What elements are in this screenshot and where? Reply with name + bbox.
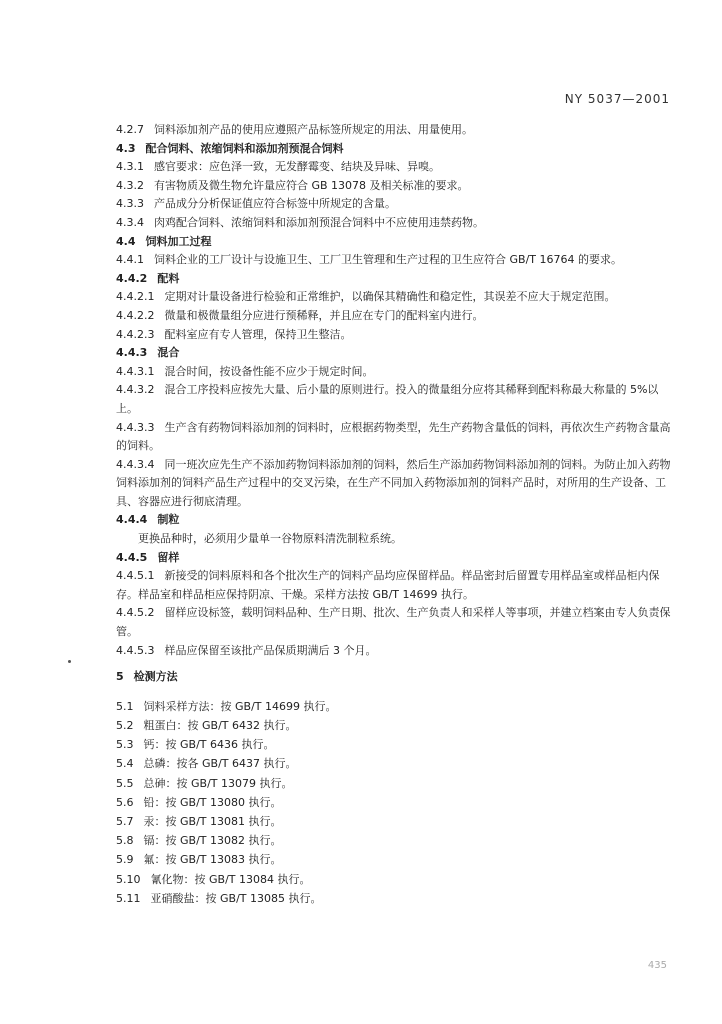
clause-line xyxy=(116,456,672,512)
method-text: 汞：按 GB/T 13081 执行。 xyxy=(143,815,282,829)
method-text: 氟：按 GB/T 13083 执行。 xyxy=(143,853,282,867)
clause-text: 样品应保留至该批产品保质期满后 3 个月。 xyxy=(164,643,377,657)
method-item xyxy=(116,697,672,716)
standard-code-header: NY 5037—2001 xyxy=(564,92,670,106)
method-number: 5.9 xyxy=(116,853,134,867)
method-number: 5.7 xyxy=(116,815,134,829)
clause-number: 4.4.5.2 xyxy=(116,606,155,620)
method-text: 镉：按 GB/T 13082 执行。 xyxy=(143,834,282,848)
clause-text: 有害物质及微生物允许量应符合 GB 13078 及相关标准的要求。 xyxy=(154,178,469,192)
clause-line xyxy=(116,177,672,196)
method-number: 5.8 xyxy=(116,834,134,848)
method-text: 钙：按 GB/T 6436 执行。 xyxy=(143,738,275,752)
clause-heading xyxy=(116,344,672,363)
clause-number: 4.2.7 xyxy=(116,123,144,136)
clause-line xyxy=(116,381,672,418)
clause-number: 4.4.4 xyxy=(116,513,148,527)
clause-line xyxy=(116,288,672,307)
method-item xyxy=(116,870,672,889)
method-number: 5.5 xyxy=(116,776,134,790)
clause-number: 4.4.5 xyxy=(116,550,148,564)
method-number: 5.10 xyxy=(116,872,141,886)
method-text: 亚硝酸盐：按 GB/T 13085 执行。 xyxy=(150,891,322,905)
clause-number: 4.4.2.3 xyxy=(116,327,155,341)
clause-number: 4.3.4 xyxy=(116,215,144,229)
clause-text: 混合 xyxy=(157,346,180,360)
clause-text: 饲料加工过程 xyxy=(145,234,212,248)
clause-number: 4.3 xyxy=(116,141,136,155)
clause-number: 4.4.2.2 xyxy=(116,308,155,322)
method-item xyxy=(116,754,672,773)
margin-mark xyxy=(68,660,71,663)
document-body xyxy=(116,121,672,908)
clause-line xyxy=(116,326,672,345)
clause-number: 4.4.3.4 xyxy=(116,457,155,471)
clause-text: 感官要求：应色泽一致，无发酵霉变、结块及异味、异嗅。 xyxy=(154,160,440,174)
clause-text: 新接受的饲料原料和各个批次生产的饲料产品均应保留样品。样品密封后留置专用样品室或样品柜内保存。样品室和样品柜应保持阴凉、干燥。采样方法按 GB/T 14699 执行。 xyxy=(116,569,660,601)
clause-number: 4.4.3.2 xyxy=(116,383,155,397)
method-text: 饲料采样方法：按 GB/T 14699 执行。 xyxy=(143,699,337,713)
clause-number: 4.4.1 xyxy=(116,253,144,267)
clause-line xyxy=(116,158,672,177)
method-text: 总磷：按各 GB/T 6437 执行。 xyxy=(143,757,297,771)
clause-line xyxy=(116,419,672,456)
method-text: 氰化物：按 GB/T 13084 执行。 xyxy=(150,872,311,886)
section-5-number: 5 xyxy=(116,670,124,684)
section-5 xyxy=(116,668,672,908)
clause-text: 饲料添加剂产品的使用应遵照产品标签所规定的用法、用量使用。 xyxy=(154,123,473,136)
method-number: 5.1 xyxy=(116,699,134,713)
method-number: 5.2 xyxy=(116,719,134,733)
page-number: 435 xyxy=(647,960,667,971)
clause-heading xyxy=(116,511,672,530)
method-text: 粗蛋白：按 GB/T 6432 执行。 xyxy=(143,719,297,733)
clause-line xyxy=(116,195,672,214)
clause-number: 4.3.1 xyxy=(116,160,144,174)
clause-line xyxy=(116,530,672,549)
clause-text: 生产含有药物饲料添加剂的饲料时，应根据药物类型，先生产药物含量低的饲料，再依次生产药物含量高的饲料。 xyxy=(116,420,671,453)
clause-text: 留样应设标签，载明饲料品种、生产日期、批次、生产负责人和采样人等事项，并建立档案由专人负责保管。 xyxy=(116,606,671,639)
method-item xyxy=(116,889,672,908)
clause-number: 4.4.3 xyxy=(116,346,148,360)
clause-text: 混合工序投料应按先大量、后小量的原则进行。投入的微量组分应将其稀释到配料称最大称量的 5%以上。 xyxy=(116,383,659,415)
clause-text: 定期对计量设备进行检验和正常维护，以确保其精确性和稳定性，其误差不应大于规定范围。 xyxy=(164,290,616,304)
method-text: 总砷：按 GB/T 13079 执行。 xyxy=(143,776,293,790)
clause-text: 饲料企业的工厂设计与设施卫生、工厂卫生管理和生产过程的卫生应符合 GB/T 16764 的要求。 xyxy=(154,253,622,267)
method-number: 5.4 xyxy=(116,757,134,771)
clause-text: 产品成分分析保证值应符合标签中所规定的含量。 xyxy=(154,197,396,211)
clause-line xyxy=(116,121,672,140)
clause-text: 配料 xyxy=(157,271,180,285)
method-item xyxy=(116,793,672,812)
clause-line xyxy=(116,251,672,270)
method-item xyxy=(116,850,672,869)
method-text: 铅：按 GB/T 13080 执行。 xyxy=(143,795,282,809)
clause-line xyxy=(116,214,672,233)
clause-text: 留样 xyxy=(157,550,180,564)
clause-number: 4.4.3.1 xyxy=(116,364,155,378)
clause-line xyxy=(116,363,672,382)
clause-heading xyxy=(116,140,672,159)
clause-heading xyxy=(116,233,672,252)
clause-text: 配料室应有专人管理，保持卫生整洁。 xyxy=(164,327,352,341)
clause-text: 配合饲料、浓缩饲料和添加剂预混合饲料 xyxy=(145,141,344,155)
method-item xyxy=(116,812,672,831)
clause-number: 4.3.2 xyxy=(116,178,144,192)
clause-text: 制粒 xyxy=(157,513,180,527)
clause-line xyxy=(116,642,672,661)
clause-heading xyxy=(116,549,672,568)
method-number: 5.6 xyxy=(116,795,134,809)
clause-text: 更换品种时，必须用少量单一谷物原料清洗制粒系统。 xyxy=(138,532,402,546)
clause-line xyxy=(116,604,672,641)
clause-number: 4.4.2.1 xyxy=(116,290,155,304)
clause-heading xyxy=(116,270,672,289)
section-5-title: 检测方法 xyxy=(133,670,178,684)
clause-number: 4.4.5.3 xyxy=(116,643,155,657)
method-number: 5.3 xyxy=(116,738,134,752)
clause-list xyxy=(116,121,672,660)
method-list xyxy=(116,697,672,908)
clause-line xyxy=(116,307,672,326)
clause-text: 肉鸡配合饲料、浓缩饲料和添加剂预混合饲料中不应使用违禁药物。 xyxy=(154,215,484,229)
clause-text: 微量和极微量组分应进行预稀释，并且应在专门的配料室内进行。 xyxy=(164,308,484,322)
clause-number: 4.4.2 xyxy=(116,271,148,285)
method-item xyxy=(116,735,672,754)
clause-line xyxy=(116,567,672,604)
clause-number: 4.4.3.3 xyxy=(116,420,155,434)
method-item xyxy=(116,831,672,850)
clause-number: 4.4.5.1 xyxy=(116,569,155,583)
method-item xyxy=(116,774,672,793)
clause-text: 同一班次应先生产不添加药物饲料添加剂的饲料，然后生产添加药物饲料添加剂的饲料。为防止加入药物饲料添加剂的饲料产品生产过程中的交叉污染，在生产不同加入药物添加剂的饲料产品时，对所用的生产设备、工具、容器应进行彻底清理。 xyxy=(116,457,671,508)
clause-number: 4.3.3 xyxy=(116,197,144,211)
section-5-heading xyxy=(116,668,672,687)
clause-number: 4.4 xyxy=(116,234,136,248)
method-item xyxy=(116,716,672,735)
method-number: 5.11 xyxy=(116,891,141,905)
clause-text: 混合时间，按设备性能不应少于规定时间。 xyxy=(164,364,374,378)
